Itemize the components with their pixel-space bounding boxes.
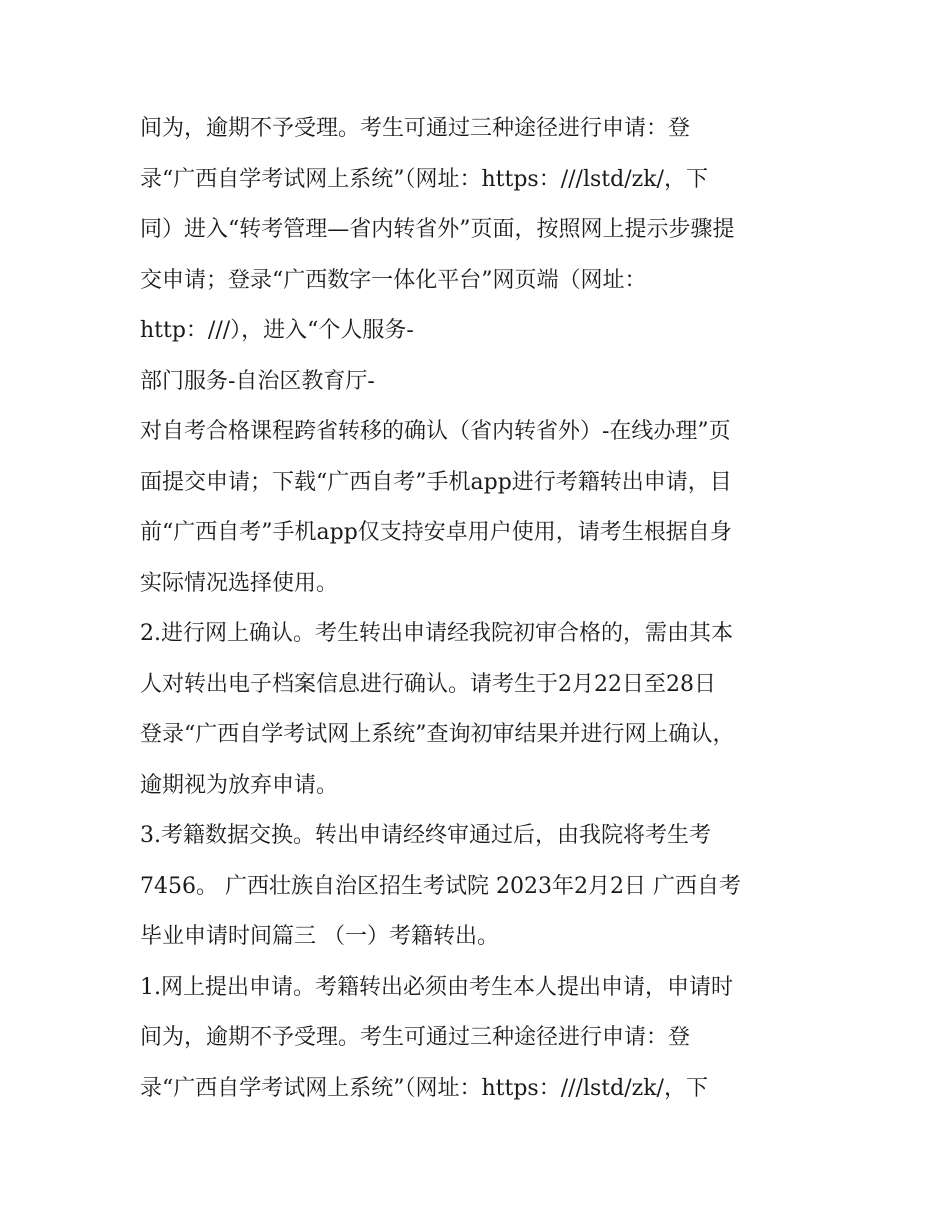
text-line: 实际情况选择使用。 [140,570,339,596]
text-line: 间为，逾期不予受理。考生可通过三种途径进行申请：登 [140,1025,691,1050]
text-line: http：///），进入“个人服务- [140,318,414,343]
text-line: 登录“广西自学考试网上系统”查询初审结果并进行网上确认， [140,722,735,747]
text-line: 录“广西自学考试网上系统”（网址：https：///lstd/zk/，下 [140,166,708,192]
text-line: 3.考籍数据交换。转出申请经终审通过后，由我院将考生考 [140,823,711,848]
document-page [140,104,820,1114]
text-line: 7456。 广西壮族自治区招生考试院 2023年2月2日 广西自考 [140,873,741,899]
text-line: 1.网上提出申请。考籍转出必须由考生本人提出申请，申请时 [140,974,733,1000]
text-line: 毕业申请时间篇三 （一）考籍转出。 [140,924,499,949]
text-line: 同）进入“转考管理—省内转省外”页面，按照网上提示步骤提 [140,217,735,242]
text-line: 间为，逾期不予受理。考生可通过三种途径进行申请：登 [140,116,691,141]
text-line: 交申请；登录“广西数字一体化平台”网页端（网址： [140,267,647,293]
text-line: 对自考合格课程跨省转移的确认（省内转省外）-在线办理”页 [140,419,731,444]
text-line: 部门服务-自治区教育厅- [140,368,375,394]
text-line: 面提交申请；下载“广西自考”手机app进行考籍转出申请，目 [140,469,732,495]
text-line: 2.进行网上确认。考生转出申请经我院初审合格的，需由其本 [140,621,733,646]
text-line: 录“广西自学考试网上系统”（网址：https：///lstd/zk/，下 [140,1075,708,1101]
text-line: 前“广西自考”手机app仅支持安卓用户使用，请考生根据自身 [140,520,732,545]
text-line: 人对转出电子档案信息进行确认。请考生于2月22日至28日 [140,671,716,697]
text-line: 逾期视为放弃申请。 [140,772,339,798]
